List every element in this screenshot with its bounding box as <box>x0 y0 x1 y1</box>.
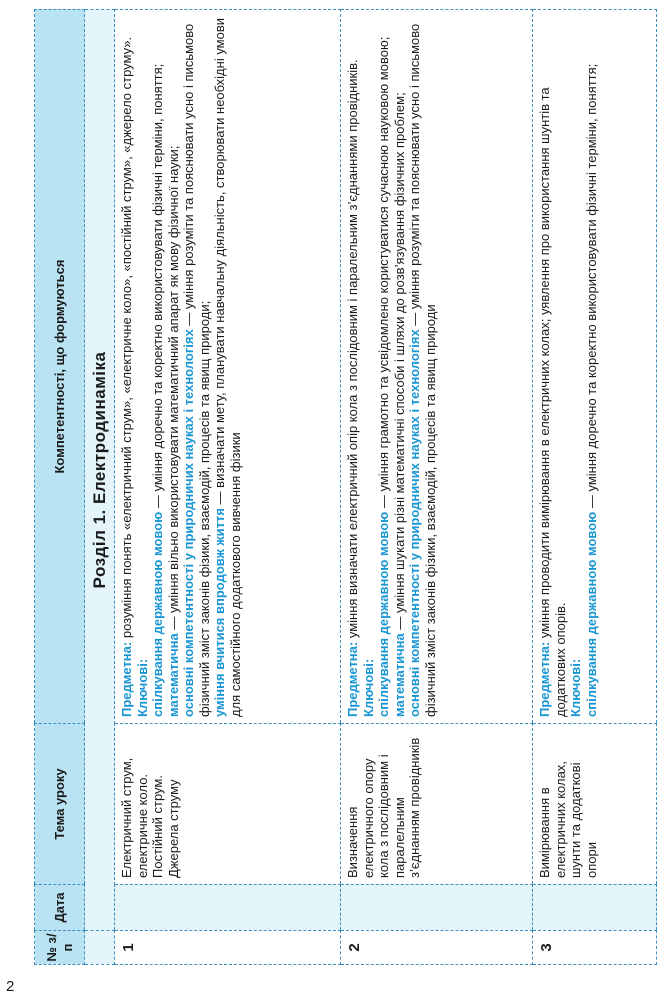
competence-label: спілкування державною мовою <box>376 511 391 717</box>
row-number: 1 <box>115 931 341 965</box>
row-number: 3 <box>533 931 657 965</box>
lesson-plan-table <box>34 9 657 965</box>
competence-text: — уміння розуміти та пояснювати усно і письмово фізичний зміст законів фізики, взаємодій, процесів та явищ природи; <box>181 23 212 717</box>
competence-label: математична <box>391 633 407 717</box>
competence-text: — уміння грамотно та усвідомлено користуватися сучасною науковою мовою; <box>376 36 391 512</box>
key-label: Ключові: <box>568 658 583 717</box>
competence-text: — уміння шукати різні математичні способи і шляхи до розв’язування фізичних проблем; <box>391 92 407 634</box>
table-row <box>533 10 657 965</box>
key-label: Ключові: <box>134 658 150 717</box>
competence-text: — уміння доречно та коректно використовувати фізичні терміни, поняття; <box>150 63 165 512</box>
competence-text: — уміння доречно та коректно використовувати фізичні терміни, поняття; <box>583 63 599 512</box>
row-competence <box>533 10 657 724</box>
row-date <box>115 885 341 931</box>
header-row <box>35 10 85 965</box>
subject-label: Предметна: <box>119 641 134 717</box>
header-num: № з/п <box>35 931 85 965</box>
subject-label: Предметна: <box>537 641 552 717</box>
competence-text: — уміння розуміти та пояснювати усно і письмово фізичний зміст законів фізики, взаємодій, процесів та явищ природи <box>407 23 438 717</box>
table-row <box>341 10 533 965</box>
table-row <box>115 10 341 965</box>
row-topic: Визначення електричного опору кола з послідовним і паралельним з’єднанням провідників <box>341 724 533 885</box>
page-number: 2 <box>6 978 15 995</box>
row-topic: Електричний струм, електричне коло. Постійний струм. Джерела струму <box>115 724 341 885</box>
section-blank-cell <box>85 931 115 965</box>
row-competence <box>115 10 341 724</box>
row-topic: Вимірювання в електричних колах, шунти та додаткові опори <box>533 724 657 885</box>
row-competence <box>341 10 533 724</box>
row-date <box>533 885 657 931</box>
subject-text: уміння визначати електричний опір кола з послідовним і паралельним з’єднаннями провідників. <box>345 59 360 642</box>
competence-text: — визначати мету, планувати навчальну діяльність, створювати необхідні умови для самостійного додаткового вивчення фізики <box>212 17 243 717</box>
section-row <box>85 10 115 965</box>
competence-label: основні компетентності у природничих науках і технологіях <box>407 329 422 717</box>
competence-label: уміння вчитися впродовж життя <box>212 508 227 717</box>
subject-text: розуміння понять «електричний струм», «електричне коло», «постійний струм», «джерело струму». <box>119 36 134 642</box>
competence-text: — уміння вільно використовувати математичний апарат як мову фізичної науки; <box>165 145 181 634</box>
row-date <box>341 885 533 931</box>
row-number: 2 <box>341 931 533 965</box>
subject-label: Предметна: <box>345 641 360 717</box>
section-title: Розділ 1. Електродинаміка <box>85 10 115 931</box>
header-topic: Тема уроку <box>35 724 85 885</box>
lesson-plan-table-wrapper <box>34 10 657 965</box>
competence-label: спілкування державною мовою <box>583 511 599 717</box>
competence-label: спілкування державною мовою <box>150 511 165 717</box>
header-competence: Компетентності, що формуються <box>35 10 85 724</box>
key-label: Ключові: <box>360 658 376 717</box>
competence-label: математична <box>165 633 181 717</box>
subject-text: уміння проводити вимірювання в електричних колах; уявлення про використання шунтів та додаткових опорів. <box>537 87 568 717</box>
rotated-page <box>34 10 657 965</box>
competence-label: основні компетентності у природничих науках і технологіях <box>181 329 196 717</box>
header-date: Дата <box>35 885 85 931</box>
